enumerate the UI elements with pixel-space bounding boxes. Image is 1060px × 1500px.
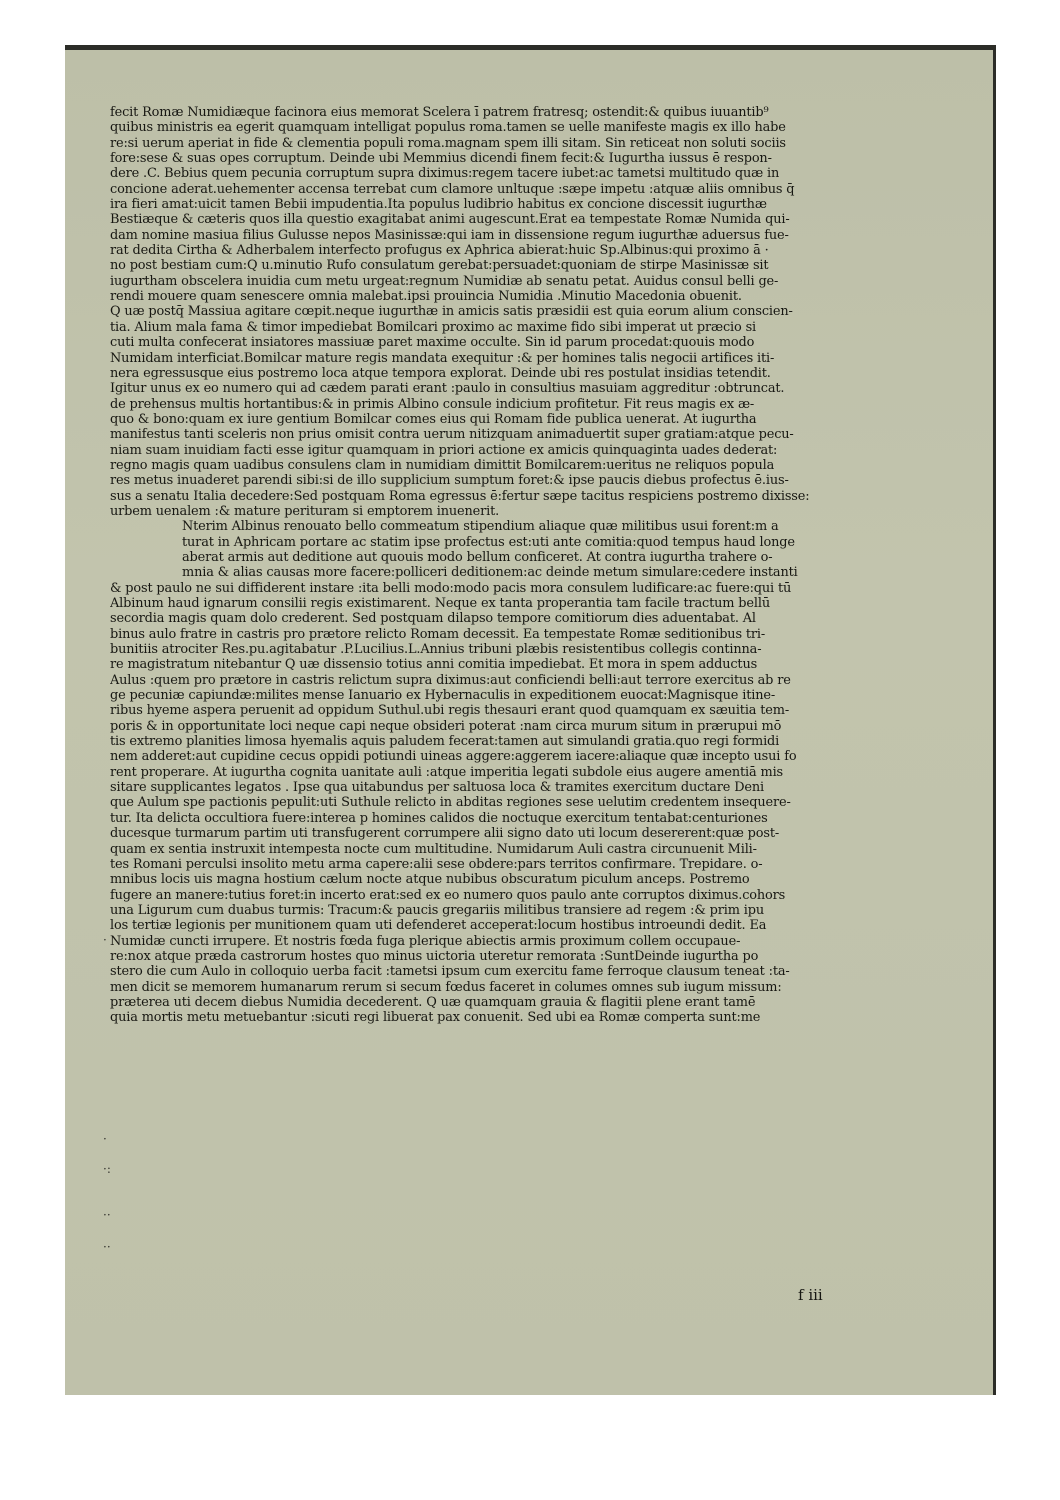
text-line: una Ligurum cum duabus turmis: Tracum:& paucis gregariis militibus transiere ad regem :& prim ipu: [110, 902, 764, 918]
text-line: urbem uenalem :& mature perituram si emptorem inuenerit.: [110, 503, 500, 519]
text-line: ira fieri amat:uicit tamen Bebii impudentia.Ita populus ludibrio habitus ex concione discessit iugurthæ: [110, 197, 767, 213]
text-line: los tertiæ legionis per munitionem quam uti defenderet acceperat:locum hostibus introeundi dedit. Ea: [110, 918, 767, 934]
text-line: regno magis quam uadibus consulens clam in numidiam dimittit Bomilcarem:ueritus ne reliquos popula: [110, 457, 775, 473]
text-line: Aulus :quem pro prætore in castris relictum supra diximus:aut conficiendi belli:aut terrore exercitus ab re: [110, 672, 791, 688]
text-line: Albinum haud ignarum consilii regis existimarent. Neque ex tanta properantia tam facile tractum bellū: [110, 596, 770, 611]
text-line: fugere an manere:tutius foret:in incerto erat:sed ex eo numero quos paulo ante corruptos diximus.cohors: [110, 887, 786, 903]
text-line: niam suam inuidiam facti esse igitur quamquam in priori actione ex amicis quinquaginta uades dederat:: [110, 442, 778, 458]
text-line: que Aulum spe pactionis pepulit:uti Suthule relicto in abditas regiones sese uelutim credentem insequere-: [110, 795, 791, 811]
text-line: rat dedita Cirtha & Adherbalem interfecto profugus ex Aphrica abierat:huic Sp.Albinus:qui proximo ā ·: [110, 243, 769, 259]
text-line: quia mortis metu metuebantur :sicuti regi libuerat pax conuenit. Sed ubi ea Romæ comperta sunt:me: [110, 1010, 761, 1026]
text-line: Igitur unus ex eo numero qui ad cædem parati erant :paulo in consultius masuiam aggreditur :obtruncat.: [110, 381, 785, 397]
text-line: fecit Romæ Numidiæque facinora eius memorat Scelera ī patrem fratresq; ostendit:& quibus iuuantib⁹: [110, 105, 769, 120]
text-line: Numidam interficiat.Bomilcar mature regis mandata exequitur :& per homines talis negocii artifices iti-: [110, 350, 775, 366]
book-page: [65, 50, 993, 1395]
text-line: re:si uerum aperiat in fide & clementia populi roma.magnam spem illi sitam. Sin reticeat non soluti sociis: [110, 135, 786, 151]
text-line: de prehensus multis hortantibus:& in primis Albino consule indicium profitetur. Fit reus magis ex æ-: [110, 396, 755, 412]
text-line: men dicit se memorem humanarum rerum si secum fœdus faceret in columes omnes sub iugum missum:: [110, 979, 782, 995]
text-line: Nterim Albinus renouato bello commeatum stipendium aliaque quæ militibus usui forent:m a: [182, 519, 779, 535]
text-line: aberat armis aut deditione aut quouis modo bellum conficeret. At contra iugurtha trahere o-: [182, 549, 773, 565]
text-line: ribus hyeme aspera peruenit ad oppidum Suthul.ubi regis thesauri erant quod quamquam ex sæuitia tem-: [110, 703, 790, 719]
text-line: quibus ministris ea egerit quamquam intelligat populus roma.tamen se uelle manifeste magis ex illo habe: [110, 120, 786, 136]
text-line: stero die cum Aulo in colloquio uerba facit :tametsi ipsum cum exercitu fame ferroque clausum teneat :ta-: [110, 964, 790, 980]
text-line: concione aderat.uehementer accensa terrebat cum clamore unltuque :sæpe impetu :atquæ aliis omnibus q̄: [110, 181, 795, 197]
text-line: fore:sese & suas opes corruptum. Deinde ubi Memmius dicendi finem fecit:& Iugurtha iussus ē respon-: [110, 151, 772, 167]
text-line: nera egressusque eius postremo loca atque tempora explorat. Deinde ubi res postulat insidias tetendit.: [110, 365, 771, 381]
text-line: manifestus tanti sceleris non prius omisit contra uerum nitizquam animaduertit super gratiam:atque pecu-: [110, 427, 794, 443]
text-line: & post paulo ne sui diffiderent instare :ita belli modo:modo pacis mora consulem ludificare:ac fuere:qui tū: [110, 580, 792, 596]
text-line: poris & in opportunitate loci neque capi neque obsideri poterat :nam circa murum situm in prærupui mō: [110, 718, 782, 734]
text-line: tur. Ita delicta occultiora fuere:interea p homines calidos die noctuque exercitum tentabat:centuriones: [110, 810, 768, 826]
folio-mark: f iii: [798, 1286, 823, 1304]
text-line: nem adderet:aut cupidine cecus oppidi potiundi uineas aggere:aggerem iacere:aliaque quæ incepto usui fo: [110, 749, 797, 765]
text-line: Q uæ postq̄ Massiua agitare cœpit.neque iugurthæ in amicis satis præsidii est quia eorum alium conscien-: [110, 304, 793, 320]
text-line: cuti multa confecerat insiatores massiuæ paret maxime occulte. Sin id parum procedat:quouis modo: [110, 335, 755, 351]
text-line: tia. Alium mala fama & timor impediebat Bomilcari proximo ac maxime fido sibi imperat ut præcio si: [110, 319, 757, 335]
text-line: sus a senatu Italia decedere:Sed postquam Roma egressus ē:fertur sæpe tacitus respiciens postremo dixisse:: [110, 488, 810, 504]
margin-mark: ··: [103, 1208, 111, 1222]
margin-mark: ··: [103, 1240, 111, 1254]
text-line: tis extremo planities limosa hyemalis aquis paludem fecerat:tamen aut simulandi gratia.quo regi formidi: [110, 734, 780, 750]
margin-mark: ·: [103, 1132, 107, 1146]
text-line: quo & bono:quam ex iure gentium Bomilcar comes eius qui Romam fide publica uenerat. At iugurtha: [110, 411, 757, 427]
text-line: dere .C. Bebius quem pecunia corruptum supra diximus:regem tacere iubet:ac tametsi multitudo quæ in: [110, 166, 780, 182]
text-line: rent properare. At iugurtha cognita uanitate auli :atque imperitia legati subdole eius augere amentiā mis: [110, 764, 784, 780]
text-line: bunitiis atrociter Res.pu.agitabatur .P.Lucilius.L.Annius tribuni plæbis resistentibus collegis continna-: [110, 642, 762, 658]
text-line: mnibus locis uis magna hostium cælum nocte atque nubibus obscuratum piculum anceps. Postremo: [110, 872, 750, 888]
text-line: præterea uti decem diebus Numidia decederent. Q uæ quamquam grauia & flagitii plene erant tamē: [110, 994, 756, 1010]
text-line: ducesque turmarum partim uti transfugerent corrumpere alii signo dato uti locum desererent:quæ post-: [110, 826, 780, 842]
text-line: dam nomine masiua filius Gulusse nepos Masinissæ:qui iam in dissensione regum iugurthæ aduersus fue-: [110, 227, 789, 243]
text-line: no post bestiam cum:Q u.minutio Rufo consulatum gerebat:persuadet:quoniam de stirpe Masinissæ sit: [110, 258, 769, 274]
text-line: re magistratum nitebantur Q uæ dissensio totius anni comitia impediebat. Et mora in spem adductus: [110, 657, 758, 673]
text-line: ge pecuniæ capiundæ:milites mense Ianuario ex Hybernaculis in expeditionem euocat:Magnisque itine-: [110, 688, 776, 704]
text-line: sitare supplicantes legatos . Ipse qua uitabundus per saltuosa loca & tramites exercitum ductare Deni: [110, 780, 765, 796]
text-line: res metus inuaderet parendi sibi:si de illo supplicium sumptum foret:& ipse paucis diebus profectus ē.ius-: [110, 473, 789, 489]
text-line: binus aulo fratre in castris pro prætore relicto Romam decessit. Ea tempestate Romæ seditionibus tri-: [110, 626, 766, 642]
text-line: tes Romani perculsi insolito metu arma capere:alii sese obdere:pars territos confirmare. Trepidare. o-: [110, 856, 763, 872]
text-line: Bestiæque & cæteris quos illa questio exagitabat animi augescunt.Erat ea tempestate Romæ Numida qui-: [110, 212, 790, 228]
text-line: rendi mouere quam senescere omnia malebat.ipsi prouincia Numidia .Minutio Macedonia obuenit.: [110, 289, 742, 305]
text-line: Numidæ cuncti irrupere. Et nostris fœda fuga plerique abiectis armis proximum collem occupaue-: [110, 933, 741, 949]
text-line: secordia magis quam dolo crederent. Sed postquam dilapso tempore comitiorum dies aduentabat. Al: [110, 611, 756, 627]
text-line: mnia & alias causas more facere:polliceri deditionem:ac deinde metum simulare:cedere instanti: [182, 565, 798, 581]
scan-frame: [65, 45, 996, 1395]
text-line: iugurtham obscelera inuidia cum metu urgeat:regnum Numidiæ ab senatu petat. Auidus consul belli ge-: [110, 273, 779, 289]
margin-mark: ·: [103, 933, 107, 947]
text-line: re:nox atque præda castrorum hostes quo minus uictoria uteretur remorata :SuntDeinde iugurtha po: [110, 948, 759, 964]
text-block: [110, 105, 955, 1026]
margin-mark: ·:: [103, 1162, 111, 1176]
text-line: quam ex sentia instruxit intempesta nocte cum multitudine. Numidarum Auli castra circunuenit Mili-: [110, 841, 757, 857]
text-line: turat in Aphricam portare ac statim ipse profectus est:uti ante comitia:quod tempus haud longe: [182, 534, 795, 550]
